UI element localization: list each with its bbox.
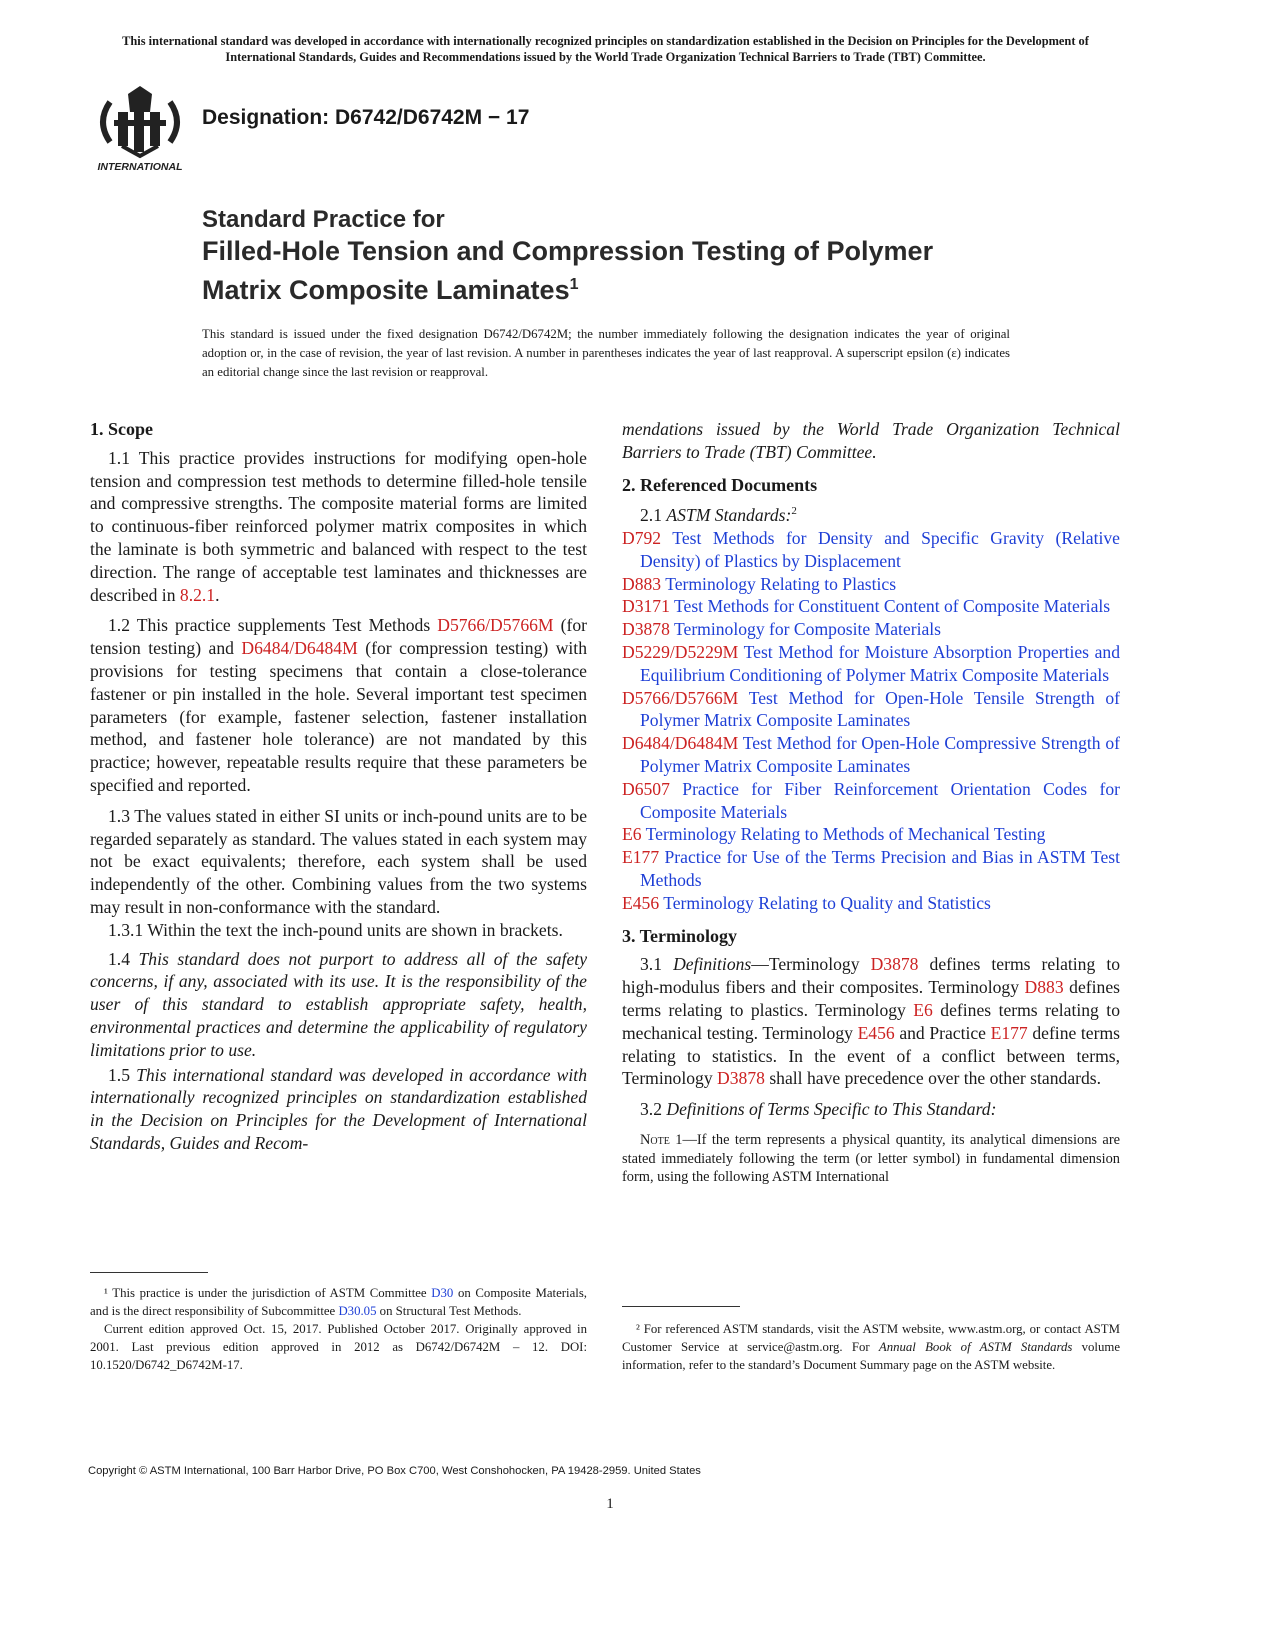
logo-text: INTERNATIONAL bbox=[97, 161, 183, 173]
para-1-5: 1.5 This international standard was developed in accordance with internationally recognized principles on standardization established in the Decision on Principles for the Development of International Standards, Guides and Recom- bbox=[90, 1064, 587, 1153]
reference-code[interactable]: D3878 bbox=[622, 619, 670, 640]
footnote-divider-left bbox=[90, 1272, 208, 1273]
reference-code[interactable]: E177 bbox=[622, 847, 660, 868]
reference-title[interactable]: Test Methods for Density and Specific Gravity (Relative Density) of Plastics by Displacement bbox=[640, 528, 1120, 571]
title-footnote-mark: 1 bbox=[569, 276, 579, 293]
scope-heading: 1. Scope bbox=[90, 419, 153, 439]
reference-item[interactable] bbox=[622, 778, 1120, 824]
reference-title[interactable]: Test Method for Open-Hole Compressive Strength of Polymer Matrix Composite Laminates bbox=[640, 733, 1120, 777]
reference-item[interactable] bbox=[622, 641, 1120, 687]
astm-standards-label: 2.1 ASTM Standards:$^2$ bbox=[640, 505, 797, 526]
reference-item[interactable] bbox=[622, 573, 1120, 596]
reference-code[interactable]: D6484/D6484M bbox=[622, 733, 739, 754]
copyright: Copyright © ASTM International, 100 Barr Harbor Drive, PO Box C700, West Conshohocken, PA 19428-2959. United States bbox=[88, 1465, 701, 1477]
footnote-1: ¹ This practice is under the jurisdiction of ASTM Committee D30 on Composite Materials, and is the direct responsibility of Subcommittee D30.05 on Structural Test Methods. Current edition approved Oct. 15, 2017. Published October 2017. Originally approved in 2001. Last previous edition approved in 2012 as D6742/D6742M – 12. DOI: 10.1520/D6742_D6742M-17. bbox=[90, 1286, 588, 1372]
link-e6[interactable]: E6 bbox=[913, 999, 933, 1020]
link-d3878[interactable]: D3878 bbox=[870, 954, 919, 975]
link-d3878-2[interactable]: D3878 bbox=[717, 1068, 765, 1089]
referenced-documents-heading: 2. Referenced Documents bbox=[622, 474, 818, 495]
reference-code[interactable]: D883 bbox=[622, 573, 662, 594]
reference-code[interactable]: D6507 bbox=[622, 778, 670, 799]
designation: Designation: D6742/D6742M − 17 bbox=[202, 106, 530, 129]
reference-item[interactable] bbox=[622, 618, 1120, 641]
reference-item[interactable] bbox=[622, 527, 1120, 573]
para-3-2: 3.2 Definitions of Terms Specific to This Standard: bbox=[640, 1099, 997, 1120]
title-line-3: Matrix Composite Laminates bbox=[202, 275, 570, 305]
link-e456[interactable]: E456 bbox=[857, 1022, 895, 1043]
reference-code[interactable]: D5229/D5229M bbox=[622, 642, 739, 663]
title-line-1: Standard Practice for bbox=[202, 206, 445, 233]
para-1-1: 1.1 This practice provides instructions for modifying open-hole tension and compression test methods to determine filled-hole tensile and compressive strengths. The composite material forms are limited to continuous-fiber reinforced polymer matrix composites in which the laminate is both symmetric and balanced with respect to the test direction. The range of acceptable test laminates and thicknesses are described in 8.2.1. bbox=[90, 447, 587, 605]
reference-item[interactable] bbox=[622, 846, 1120, 892]
link-d883[interactable]: D883 bbox=[1024, 977, 1064, 998]
reference-title[interactable]: Terminology Relating to Quality and Statistics bbox=[659, 892, 991, 913]
reference-code[interactable]: E6 bbox=[622, 824, 642, 845]
para-3-1: 3.1 Definitions—Terminology D3878 defines terms relating to high-modulus fibers and their composites. Terminology D883 defines terms relating to plastics. Terminology E6 defines terms relating to mechanical testing. Terminology E456 and Practice E177 define terms relating to statistics. In the event of a conflict between terms, Terminology D3878 shall have precedence over the other standards. bbox=[622, 954, 1121, 1089]
link-d5766[interactable]: D5766/D5766M bbox=[437, 615, 554, 636]
reference-title[interactable]: Terminology Relating to Methods of Mechanical Testing bbox=[641, 824, 1046, 845]
reference-item[interactable] bbox=[622, 892, 1120, 915]
reference-item[interactable] bbox=[622, 823, 1120, 846]
link-d6484[interactable]: D6484/D6484M bbox=[241, 638, 358, 659]
reference-item[interactable] bbox=[622, 595, 1120, 618]
issued-note: This standard is issued under the fixed designation D6742/D6742M; the number immediately following the designation indicates the year of original adoption or, in the case of revision, the year of last revision. A number in parentheses indicates the year of last reapproval. A superscript epsilon (ε) indicates an editorial change since the last revision or reapproval. bbox=[202, 327, 1010, 379]
reference-code[interactable]: D5766/D5766M bbox=[622, 687, 739, 708]
link-8-2-1[interactable]: 8.2.1 bbox=[179, 584, 216, 605]
reference-item[interactable] bbox=[622, 732, 1120, 778]
referenced-documents-list bbox=[622, 527, 1120, 915]
footnote-2: ² For referenced ASTM standards, visit the ASTM website, www.astm.org, or contact ASTM Customer Service at service@astm.org. For Annual Book of ASTM Standards volume information, refer to the standard’s Document Summary page on the ASTM website. bbox=[622, 1322, 1121, 1372]
terminology-heading: 3. Terminology bbox=[622, 925, 738, 946]
title-line-2: Filled-Hole Tension and Compression Testing of Polymer bbox=[202, 236, 934, 266]
reference-title[interactable]: Practice for Fiber Reinforcement Orientation Codes for Composite Materials bbox=[640, 778, 1120, 822]
reference-title[interactable]: Terminology for Composite Materials bbox=[669, 619, 942, 640]
link-e177[interactable]: E177 bbox=[990, 1022, 1028, 1043]
document-title bbox=[202, 205, 1102, 307]
link-d30-05[interactable]: D30.05 bbox=[338, 1304, 377, 1318]
reference-title[interactable]: Terminology Relating to Plastics bbox=[661, 573, 897, 594]
link-d30[interactable]: D30 bbox=[431, 1286, 454, 1300]
footnote-1-edition: Current edition approved Oct. 15, 2017. Published October 2017. Originally approved in 2001. Last previous edition approved in 2012 as D6742/D6742M – 12. DOI: 10.1520/D6742_D6742M-17. bbox=[90, 1322, 587, 1372]
reference-code[interactable]: D3171 bbox=[622, 596, 670, 617]
note-1: Note 1—If the term represents a physical quantity, its analytical dimensions are stated immediately following the term (or letter symbol) in fundamental dimension form, using the following ASTM International bbox=[622, 1131, 1120, 1186]
reference-title[interactable]: Test Method for Moisture Absorption Properties and Equilibrium Conditioning of Polymer Matrix Composite Materials bbox=[640, 642, 1120, 685]
para-1-4: 1.4 This standard does not purport to address all of the safety concerns, if any, associated with its use. It is the responsibility of the user of this standard to establish appropriate safety, health, environmental practices and determine the applicability of regulatory limitations prior to use. bbox=[90, 948, 587, 1060]
reference-code[interactable]: E456 bbox=[622, 892, 660, 913]
left-column bbox=[90, 418, 587, 1155]
reference-item[interactable] bbox=[622, 687, 1120, 733]
header-notice: This international standard was developed in accordance with internationally recognized principles on standardization established in the Decision on Principles for the Development of International Standards, Guides and Recommendations issued by the World Trade Organization Technical Barriers to Trade (TBT) Committee. bbox=[122, 34, 1089, 64]
para-1-3-1: 1.3.1 Within the text the inch-pound units are shown in brackets. bbox=[108, 919, 563, 940]
right-column bbox=[622, 418, 1120, 1187]
reference-code[interactable]: D792 bbox=[622, 528, 662, 549]
footnote-divider-right bbox=[622, 1306, 740, 1307]
reference-title[interactable]: Test Method for Open-Hole Tensile Strength of Polymer Matrix Composite Laminates bbox=[640, 687, 1120, 731]
page-number: 1 bbox=[606, 1496, 614, 1512]
astm-logo-icon bbox=[88, 82, 196, 174]
para-1-3: 1.3 The values stated in either SI units or inch-pound units are to be regarded separately as standard. The values stated in each system may not be exact equivalents; therefore, each system shall be used independently of the other. Combining values from the two systems may result in non-conformance with the standard. bbox=[90, 805, 587, 917]
reference-title[interactable]: Test Methods for Constituent Content of Composite Materials bbox=[669, 596, 1111, 617]
para-1-5-cont: mendations issued by the World Trade Organization Technical Barriers to Trade (TBT) Committee. bbox=[622, 419, 1120, 462]
reference-title[interactable]: Practice for Use of the Terms Precision and Bias in ASTM Test Methods bbox=[640, 847, 1120, 890]
para-1-2: 1.2 This practice supplements Test Methods D5766/D5766M (for tension testing) and D6484/D6484M (for compression testing) with provisions for testing specimens that contain a close-tolerance fastener or pin installed in the hole. Several important test specimen parameters (for example, fastener selection, fastener installation method, and fastener hole tolerance) are not mandated by this practice; however, repeatable results require that these parameters be specified and reported. bbox=[90, 615, 587, 795]
